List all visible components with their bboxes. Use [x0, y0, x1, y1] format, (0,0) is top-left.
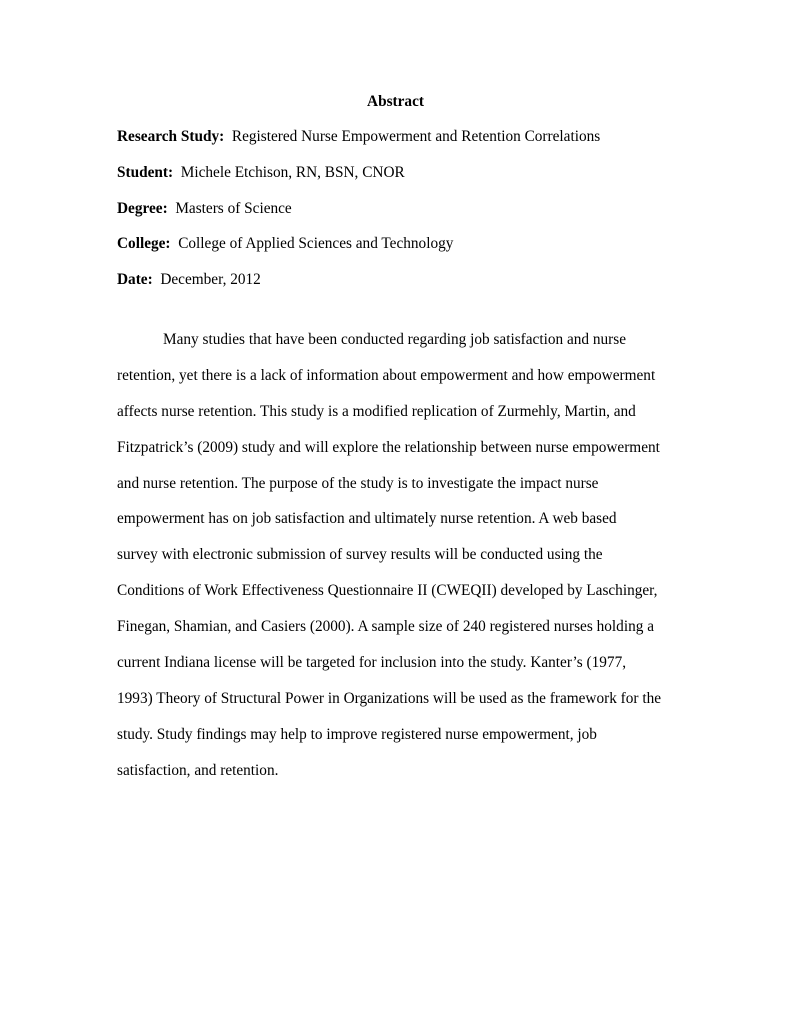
abstract-line: 1993) Theory of Structural Power in Organizations will be used as the framework for the	[117, 689, 662, 707]
research-study-row	[117, 127, 717, 147]
abstract-line: affects nurse retention. This study is a modified replication of Zurmehly, Martin, and	[117, 402, 636, 420]
abstract-line: Many studies that have been conducted regarding job satisfaction and nurse	[163, 331, 627, 348]
degree-row	[117, 199, 717, 219]
student-label: Student:	[117, 164, 174, 181]
research-study-label: Research Study:	[117, 128, 225, 145]
date-label: Date:	[117, 271, 153, 288]
research-study-value: Registered Nurse Empowerment and Retention Correlations	[231, 128, 601, 145]
abstract-line: survey with electronic submission of survey results will be conducted using the	[117, 546, 603, 564]
date-row	[117, 270, 717, 290]
degree-label: Degree:	[117, 200, 168, 217]
abstract-line: empowerment has on job satisfaction and ultimately nurse retention. A web based	[117, 510, 617, 528]
abstract-line: and nurse retention. The purpose of the study is to investigate the impact nurse	[117, 474, 599, 492]
college-label: College:	[117, 235, 171, 252]
abstract-heading: Abstract	[367, 93, 424, 110]
date-value: December, 2012	[160, 271, 261, 288]
abstract-line: current Indiana license will be targeted for inclusion into the study. Kanter’s (1977,	[117, 654, 627, 672]
abstract-line: retention, yet there is a lack of information about empowerment and how empowerment	[117, 366, 656, 384]
abstract-line: Finegan, Shamian, and Casiers (2000). A sample size of 240 registered nurses holding a	[117, 618, 654, 636]
college-value: College of Applied Sciences and Technology	[178, 235, 454, 252]
abstract-line: satisfaction, and retention.	[117, 761, 279, 779]
student-row	[117, 163, 717, 183]
college-row	[117, 234, 717, 254]
abstract-line: study. Study findings may help to improve registered nurse empowerment, job	[117, 725, 597, 743]
abstract-line: Conditions of Work Effectiveness Questionnaire II (CWEQII) developed by Laschinger,	[117, 582, 658, 600]
student-value: Michele Etchison, RN, BSN, CNOR	[180, 164, 405, 181]
abstract-body	[117, 328, 677, 795]
degree-value: Masters of Science	[175, 200, 292, 217]
abstract-line: Fitzpatrick’s (2009) study and will explore the relationship between nurse empowerment	[117, 438, 660, 456]
